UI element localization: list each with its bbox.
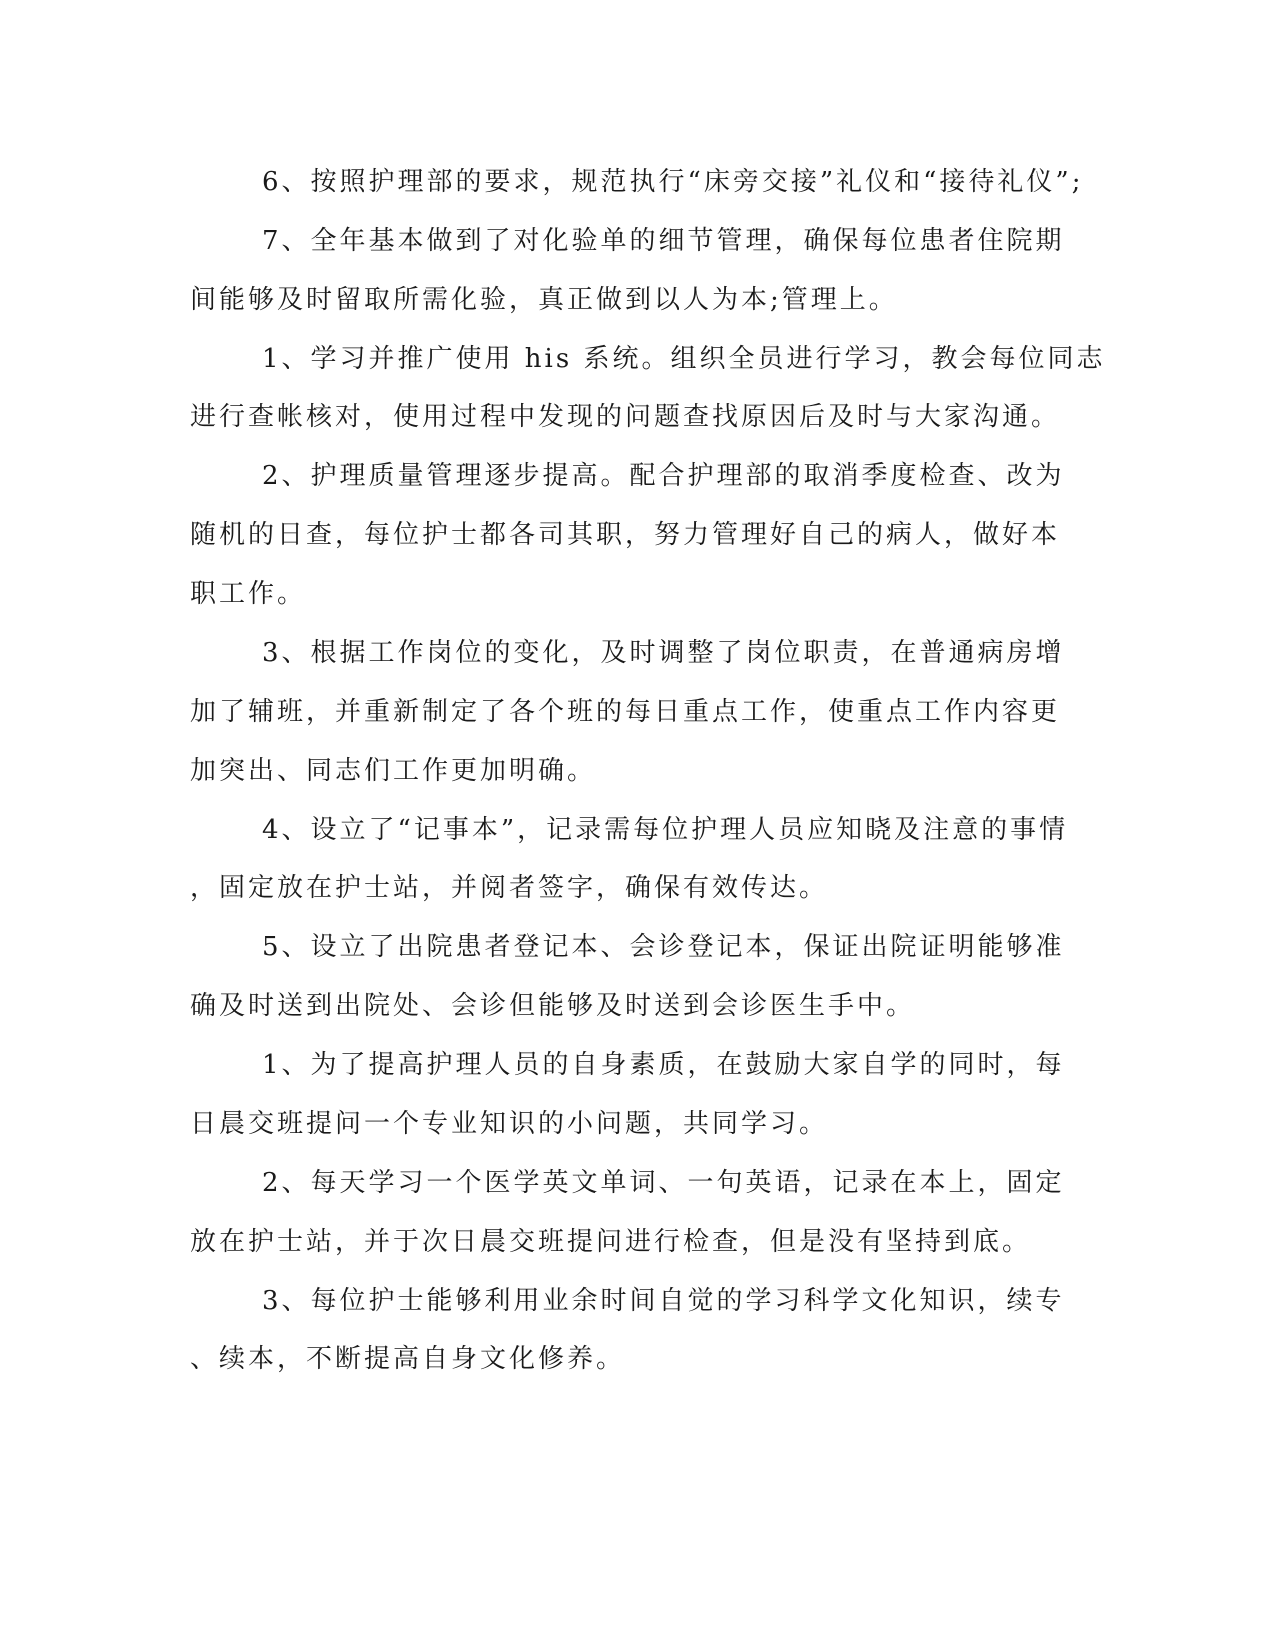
text-line: 5、设立了出院患者登记本、会诊登记本，保证出院证明能够准: [262, 932, 1065, 962]
text-line: 2、护理质量管理逐步提高。配合护理部的取消季度检查、改为: [262, 461, 1065, 491]
text-line: 3、每位护士能够利用业余时间自觉的学习科学文化知识，续专: [262, 1286, 1065, 1316]
text-line: 7、全年基本做到了对化验单的细节管理，确保每位患者住院期: [262, 226, 1065, 256]
text-line: 6、按照护理部的要求，规范执行“床旁交接”礼仪和“接待礼仪”;: [262, 167, 1084, 197]
text-line: 进行查帐核对，使用过程中发现的问题查找原因后及时与大家沟通。: [190, 402, 1061, 432]
text-line: 1、学习并推广使用 his 系统。组织全员进行学习，教会每位同志: [262, 344, 1106, 374]
text-line: 间能够及时留取所需化验，真正做到以人为本;管理上。: [190, 285, 898, 315]
text-line: 3、根据工作岗位的变化，及时调整了岗位职责，在普通病房增: [262, 638, 1065, 668]
text-line: 、续本，不断提高自身文化修养。: [190, 1344, 626, 1374]
text-line: 加了辅班，并重新制定了各个班的每日重点工作，使重点工作内容更: [190, 697, 1061, 727]
text-line: ，固定放在护士站，并阅者签字，确保有效传达。: [190, 873, 829, 903]
text-line: 确及时送到出院处、会诊但能够及时送到会诊医生手中。: [190, 991, 916, 1021]
text-line: 2、每天学习一个医学英文单词、一句英语，记录在本上，固定: [262, 1168, 1065, 1198]
text-line: 职工作。: [190, 579, 307, 609]
text-line: 放在护士站，并于次日晨交班提问进行检查，但是没有坚持到底。: [190, 1227, 1032, 1257]
text-line: 加突出、同志们工作更加明确。: [190, 756, 597, 786]
text-line: 4、设立了“记事本”，记录需每位护理人员应知晓及注意的事情: [262, 815, 1069, 845]
text-line: 随机的日查，每位护士都各司其职，努力管理好自己的病人，做好本: [190, 520, 1061, 550]
text-line: 日晨交班提问一个专业知识的小问题，共同学习。: [190, 1109, 829, 1139]
text-line: 1、为了提高护理人员的自身素质，在鼓励大家自学的同时，每: [262, 1050, 1065, 1080]
